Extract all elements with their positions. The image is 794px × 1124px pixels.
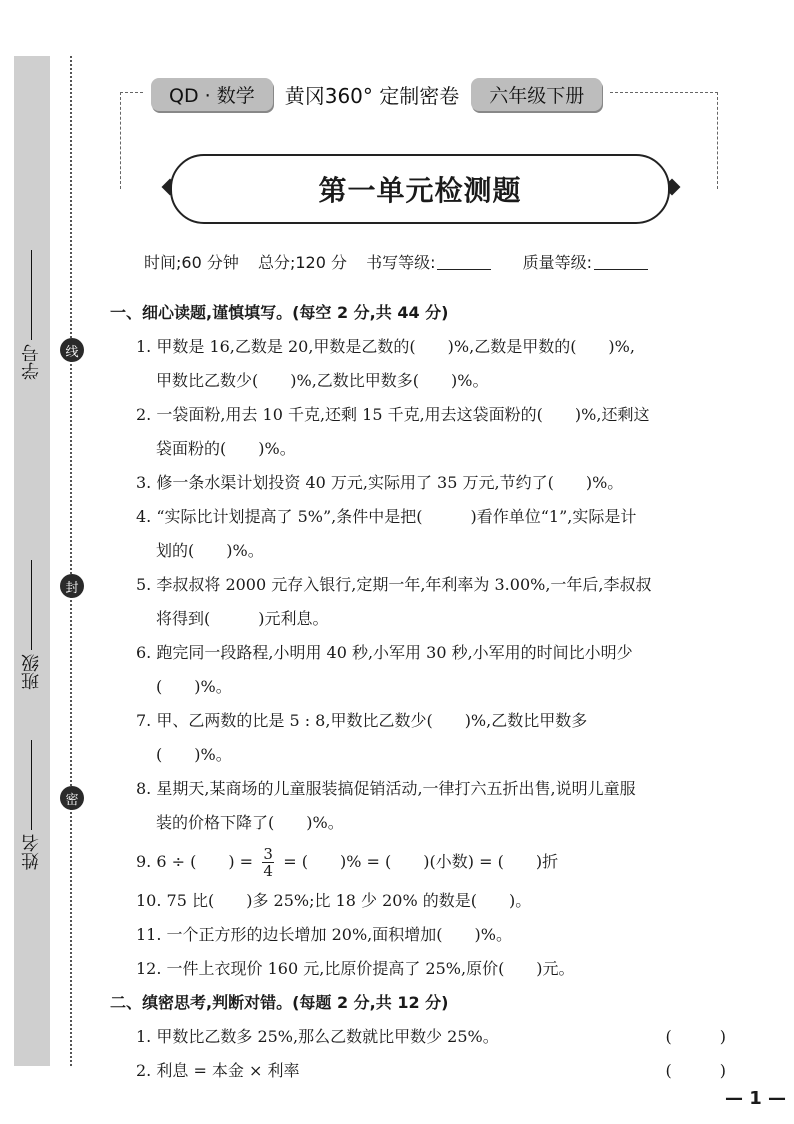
seal-secret: 密 [60,786,84,810]
class-label: 班级 [16,560,48,690]
question-6: 6. 跑完同一段路程,小明用 40 秒,小军用 30 秒,小军用的时间比小明少 ( )%。 [136,643,633,696]
title-box [170,154,670,224]
page-number: — 1 — [724,1088,786,1109]
exam-content [110,296,730,1088]
judge-answer-2[interactable]: ( ) [665,1061,726,1080]
fraction-3-4: $\frac{3}{4}$ [263,845,273,880]
section-1-heading: 一、细心读题,谨慎填写。(每空 2 分,共 44 分) [110,303,449,322]
time-info: 时间;60 分钟 [144,253,239,272]
header-bar [145,78,608,110]
question-10: 10. 75 比( )多 25%;比 18 少 20% 的数是( )。 [136,891,532,910]
page-title: 第一单元检测题 [318,174,522,207]
question-9: 9. 6 ÷ ( ) = $\frac{3}{4}$ = ( )% = ( )(小数) = ( )折 [136,845,559,880]
writing-grade-label: 书写等级: [366,253,436,272]
exam-meta [144,250,674,273]
name-label: 姓名 [16,740,48,870]
total-score: 总分;120 分 [257,253,347,272]
section-2-heading: 二、缜密思考,判断对错。(每题 2 分,共 12 分) [110,993,449,1012]
judge-question-1: 1. 甲数比乙数多 25%,那么乙数就比甲数少 25%。 ( ) [110,1020,730,1054]
question-7: 7. 甲、乙两数的比是 5 : 8,甲数比乙数少( )%,乙数比甲数多 ( )%。 [136,711,588,764]
judge-question-2: 2. 利息 = 本金 × 利率 ( ) [110,1054,730,1088]
student-id-label: 学号 [16,250,48,380]
quality-grade-blank[interactable] [594,269,648,270]
question-11: 11. 一个正方形的边长增加 20%,面积增加( )%。 [136,925,512,944]
subject-badge: QD · 数学 [151,78,273,111]
question-2: 2. 一袋面粉,用去 10 千克,还剩 15 千克,用去这袋面粉的( )%,还剩这 袋面粉的( )%。 [136,405,650,458]
seal-seal: 封 [60,574,84,598]
quality-grade-label: 质量等级: [522,253,592,272]
question-1: 1. 甲数是 16,乙数是 20,甲数是乙数的( )%,乙数是甲数的( )%, 甲数比乙数少( )%,乙数比甲数多( )%。 [136,337,635,390]
question-8: 8. 星期天,某商场的儿童服装搞促销活动,一律打六五折出售,说明儿童服 装的价格下降了( )%。 [136,779,636,832]
question-5: 5. 李叔叔将 2000 元存入银行,定期一年,年利率为 3.00%,一年后,李叔叔 将得到( )元利息。 [136,575,652,628]
seal-line: 线 [60,338,84,362]
question-3: 3. 修一条水渠计划投资 40 万元,实际用了 35 万元,节约了( )%。 [136,473,624,492]
cut-dotted-line [70,56,72,1066]
question-12: 12. 一件上衣现价 160 元,比原价提高了 25%,原价( )元。 [136,959,575,978]
series-name: 黄冈360° 定制密卷 [284,83,460,108]
writing-grade-blank[interactable] [437,269,491,270]
grade-badge: 六年级下册 [471,78,602,111]
question-4: 4. “实际比计划提高了 5%”,条件中是把( )看作单位“1”,实际是计 划的( )%。 [136,507,637,560]
judge-answer-1[interactable]: ( ) [665,1027,726,1046]
